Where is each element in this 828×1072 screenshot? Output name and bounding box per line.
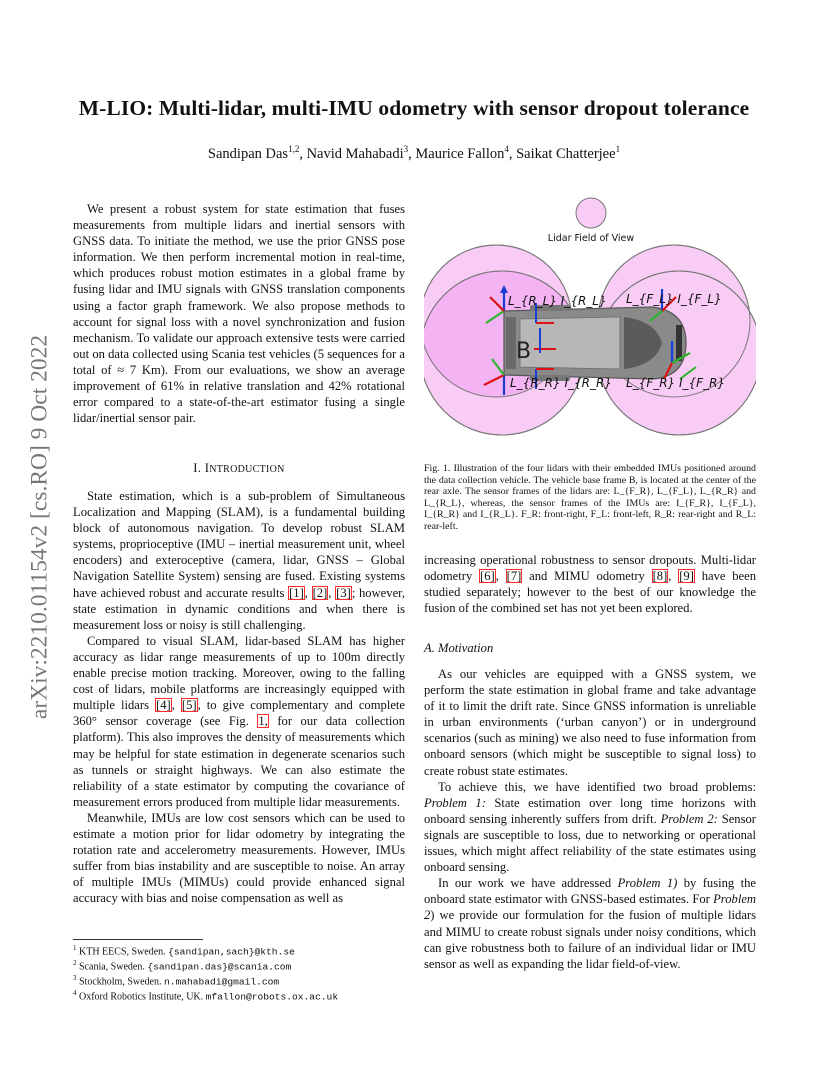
subsection-heading-motivation: A. Motivation bbox=[424, 641, 494, 655]
footnote: $^2$ Scania, Sweden. {sandipan.das}@scania.com bbox=[73, 958, 292, 973]
author-name: Navid Mahabadi bbox=[306, 145, 404, 162]
citation-link[interactable]: [9] bbox=[679, 569, 694, 584]
citation-link[interactable]: [4] bbox=[156, 698, 171, 713]
affiliation-mark: 4 bbox=[504, 144, 509, 154]
section-heading-introduction: I. INTRODUCTION bbox=[193, 461, 285, 475]
email-link[interactable]: {sandipan.das}@scania.com bbox=[147, 961, 292, 973]
paragraph: In our work we have addressed Problem 1) by fusing the onboard state estimator with GNSS-based estimates. For Problem 2) we provide our formulation for the fusion of multiple lidars and MIMU to create robust signals under noisy conditions, which can give robustness both to failure of an individual lidar or IMU sensor as well as expanding the lidar field-of-view. bbox=[424, 876, 756, 971]
footnote: $^1$ KTH EECS, Sweden. {sandipan,sach}@kth.se bbox=[73, 944, 295, 958]
footnote-rule bbox=[73, 939, 203, 940]
paragraph: As our vehicles are equipped with a GNSS system, we perform the state estimation in global frame and take advantage of it to limit the drift rate. Since GNSS information is unreliable in urban environments (‘urban canyon’) or in underground scenarios (such as mining) we also need to fuse information from onboard sensors (which might be susceptible to signal loss) to create robust state estimates. bbox=[424, 667, 756, 778]
paragraph: To achieve this, we have identified two broad problems: Problem 1: State estimation over long time horizons with onboard sensing inherently suffers from drift. Problem 2: Sensor signals are susceptible to loss, due to networking or operational issues, which might affect reliability of the state estimates using onboard sensing. bbox=[424, 779, 756, 875]
citation-link[interactable]: [3] bbox=[336, 585, 351, 600]
paragraph: Compared to visual SLAM, lidar-based SLAM has higher accuracy as lidar range measurements of up to 100m directly enable precise motion tracking. Moreover, owing to the falling cost of lidars, mobile platforms are increasingly equipped with multiple lidars [4], [5], to give complementary and complete 360° sensor coverage (see Fig. 1, for our data collection platform). This also improves the density of measurements which may be helpful for state estimation in degenerate scenarios such as tunnels or straight highways. We can also estimate the reliability of a state estimator by computing the covariance of measurement errors produced from multiple lidar measurements. bbox=[73, 633, 406, 809]
affiliation-mark: 3 bbox=[403, 144, 409, 154]
citation-link[interactable]: [1] bbox=[289, 585, 304, 600]
legend-swatch bbox=[576, 198, 606, 228]
label-front-left-frames: L_{F_L} I_{F_L} bbox=[626, 292, 722, 306]
paragraph: State estimation, which is a sub-problem of Simultaneous Localization and Mapping (SLAM), is a fundamental building block of autonomous navigation. To develop robust SLAM systems, proprioceptive (IMU – inertial measurement unit, wheel encoders) and exteroceptive (camera, lidar, GNSS – Global Navigation Satellite System) sensing are fused. Existing systems have achieved robust and accurate results [1], [2], [3]; however, state estimation in dynamic conditions and when there is measurement loss or noisy is still challenging. bbox=[73, 489, 405, 632]
right-column-motivation bbox=[424, 666, 756, 972]
affiliation-mark: 1 bbox=[615, 144, 621, 154]
base-frame-label: B bbox=[516, 339, 532, 364]
paragraph: increasing operational robustness to sensor dropouts. Multi-lidar odometry [6], [7] and MIMU odometry [8], [9] have been studied separately; however to the best of our knowledge the fusion of the combined set has not yet been explored. bbox=[424, 553, 757, 616]
figure-caption: Fig. 1. Illustration of the four lidars with their embedded IMUs positioned around the data collection vehicle. The vehicle base frame B, is located at the center of the rear axle. The sensor frames of the lidars are: L_{F_R}, L_{F_L}, L_{R_R} and L_{R_L}, whereas, the sensor frames of the IMUs are: I_{F_R}, I_{F_L}, I_{R_R} and I_{R_L}. F_R: front-right, F_L: front-left, R_R: rear-right and R_L: rear-left. bbox=[424, 463, 756, 532]
citation-link[interactable]: [2] bbox=[312, 585, 328, 600]
footnote: $^4$ Oxford Robotics Institute, UK. mfallon@robots.ox.ac.uk bbox=[73, 988, 339, 1003]
left-column-body bbox=[73, 488, 405, 906]
right-column-body bbox=[424, 552, 756, 616]
paper-title: M-LIO: Multi-lidar, multi-IMU odometry with sensor dropout tolerance bbox=[78, 96, 750, 120]
arxiv-sidebar bbox=[20, 292, 60, 762]
abstract bbox=[73, 201, 405, 426]
email-link[interactable]: {sandipan,sach}@kth.se bbox=[168, 946, 295, 958]
citation-link[interactable]: [6] bbox=[480, 569, 495, 584]
author-name: Maurice Fallon bbox=[415, 145, 505, 162]
citation-link[interactable]: [7] bbox=[506, 569, 522, 584]
figure-link[interactable]: 1, bbox=[258, 714, 268, 729]
label-rear-right-frames: L_{R_R} I_{R_R} bbox=[510, 376, 612, 390]
label-front-right-frames: L_{F_R} I_{F_R} bbox=[626, 376, 726, 390]
paragraph: Meanwhile, IMUs are low cost sensors which can be used to estimate a motion prior for lidar odometry by integrating the rotation rate and accelerometry measurements. However, IMUs suffer from bias instability and are susceptible to noise. An array of multiple IMUs (MIMUs) could provide enhanced signal accuracy with bias and noise compensation as well as bbox=[73, 810, 405, 906]
vehicle-top-view bbox=[504, 305, 686, 381]
email-link[interactable]: mfallon@robots.ox.ac.uk bbox=[205, 991, 339, 1003]
abstract-text: We present a robust system for state estimation that fuses measurements from multiple lidars and inertial sensors with GNSS data. To initiate the method, we use the prior GNSS pose information. We then perform incremental motion in real-time, which produces robust motion estimates in a global frame by fusing lidar and IMU signals with GNSS translation components using a factor graph framework. We also propose methods to account for signal loss with a novel synchronization and fusion mechanism. To validate our approach extensive tests were carried out on data collected using Scania test vehicles (5 sequences for a total of ≈ 7 Km). From our evaluations, we show an average improvement of 61% in relative translation and 42% rotational error compared to a state-of-the-art estimator fusing a single lidar/inertial sensor pair. bbox=[73, 202, 405, 426]
label-rear-left-frames: L_{R_L} I_{R_L} bbox=[508, 294, 607, 308]
author-name: Sandipan Das bbox=[207, 145, 289, 162]
affiliation-mark: 1,2 bbox=[288, 144, 300, 154]
figure-lidar-field-of-view bbox=[424, 193, 756, 458]
footnote: $^3$ Stockholm, Sweden. n.mahabadi@gmail.com bbox=[73, 973, 280, 988]
legend-label: Lidar Field of View bbox=[547, 233, 635, 244]
footnotes bbox=[73, 943, 405, 1003]
author-list: Sandipan Das$^{1,2}$, Navid Mahabadi$^3$, Maurice Fallon$^4$, Saikat Chatterjee$^1$ bbox=[207, 144, 621, 162]
arxiv-identifier: arXiv:2210.01154v2 [cs.RO] 9 Oct 2022 bbox=[26, 334, 53, 720]
email-link[interactable]: n.mahabadi@gmail.com bbox=[164, 976, 280, 988]
author-name: Saikat Chatterjee bbox=[516, 145, 616, 162]
citation-link[interactable]: [8] bbox=[652, 569, 668, 584]
citation-link[interactable]: [5] bbox=[181, 698, 197, 713]
